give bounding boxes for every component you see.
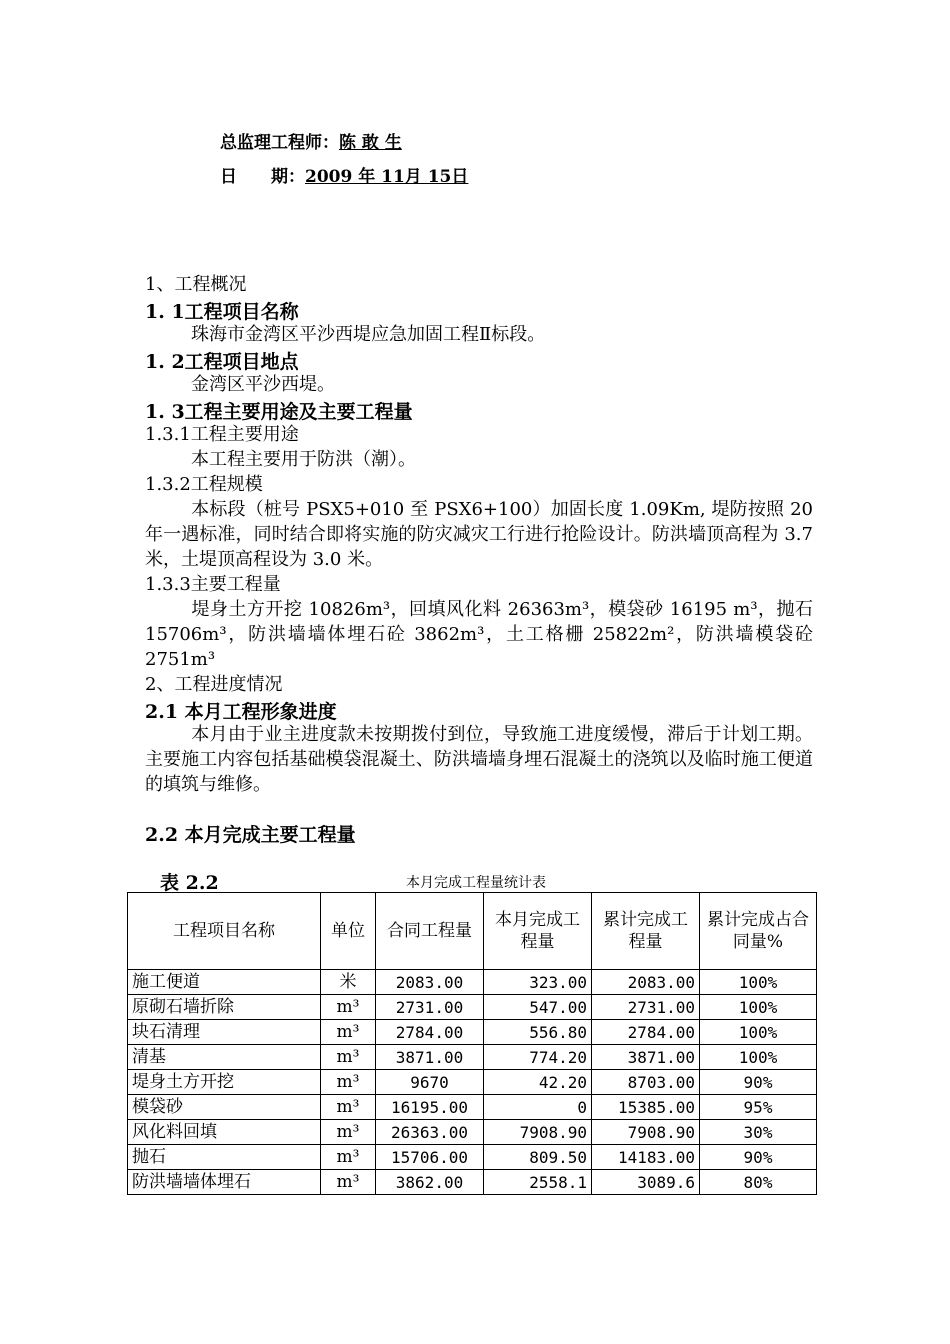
table-row [128, 1070, 817, 1095]
section-2-heading: 2、工程进度情况 [145, 674, 283, 695]
table-row [128, 1120, 817, 1145]
table-cell: 3871.00 [376, 1045, 484, 1070]
table-label: 表 2.2 [160, 872, 219, 894]
table-cell: 2784.00 [376, 1020, 484, 1045]
table-cell: 堤身土方开挖 [128, 1070, 321, 1095]
table-cell: 16195.00 [376, 1095, 484, 1120]
header-cell: 本月完成工程量 [484, 893, 592, 970]
table-row [128, 1145, 817, 1170]
table-cell: 15385.00 [592, 1095, 700, 1120]
table-cell: 323.00 [484, 970, 592, 995]
table-cell: 90% [700, 1070, 817, 1095]
section-1-3-1-heading: 1.3.1工程主要用途 [145, 424, 299, 445]
table-cell: 原砌石墙折除 [128, 995, 321, 1020]
section-1-1-heading: 1. 1工程项目名称 [145, 301, 299, 323]
table-header-row [128, 893, 817, 970]
table-cell: 42.20 [484, 1070, 592, 1095]
table-cell: 防洪墙墙体埋石 [128, 1170, 321, 1195]
section-1-3-3-text: 堤身土方开挖 10826m³，回填风化料 26363m³，模袋砂 16195 m³，抛石 15706m³，防洪墙墙体埋石砼 3862m³，土工格栅 25822m²，防洪墙模袋砼 2751m³ [145, 599, 813, 670]
table-cell: 风化料回填 [128, 1120, 321, 1145]
header-cell: 累计完成占合同量% [700, 893, 817, 970]
table-cell: m³ [321, 1120, 376, 1145]
table-cell: 809.50 [484, 1145, 592, 1170]
director-label: 总监理工程师： [220, 133, 339, 153]
section-1-1-text: 珠海市金湾区平沙西堤应急加固工程Ⅱ标段。 [191, 324, 546, 345]
table-cell: 9670 [376, 1070, 484, 1095]
header-cell: 累计完成工程量 [592, 893, 700, 970]
table-row [128, 1170, 817, 1195]
table-cell: 100% [700, 1045, 817, 1070]
section-2-1-heading: 2.1 本月工程形象进度 [145, 701, 337, 723]
section-1-3-3-heading: 1.3.3主要工程量 [145, 574, 281, 595]
section-2-1-paragraph [145, 722, 813, 797]
table-cell: 774.20 [484, 1045, 592, 1070]
table-cell: 3862.00 [376, 1170, 484, 1195]
date-label: 日 期： [220, 167, 305, 187]
table-cell: 14183.00 [592, 1145, 700, 1170]
table-cell: 7908.90 [484, 1120, 592, 1145]
table-row [128, 970, 817, 995]
header-cell: 合同工程量 [376, 893, 484, 970]
table-cell: m³ [321, 1095, 376, 1120]
table-cell: 100% [700, 970, 817, 995]
table-cell: 26363.00 [376, 1120, 484, 1145]
table-cell: 80% [700, 1170, 817, 1195]
section-1-heading: 1、工程概况 [145, 274, 247, 295]
table-cell: m³ [321, 1020, 376, 1045]
table-cell: 清基 [128, 1045, 321, 1070]
table-cell: m³ [321, 995, 376, 1020]
table-cell: 100% [700, 995, 817, 1020]
section-1-2-heading: 1. 2工程项目地点 [145, 351, 299, 373]
director-line [220, 128, 402, 153]
table-cell: 100% [700, 1020, 817, 1045]
section-1-3-1-text: 本工程主要用于防洪（潮）。 [191, 449, 416, 470]
table-cell: 2083.00 [592, 970, 700, 995]
section-2-2-heading: 2.2 本月完成主要工程量 [145, 824, 356, 846]
section-1-3-heading: 1. 3工程主要用途及主要工程量 [145, 401, 413, 423]
table-cell: 2083.00 [376, 970, 484, 995]
table-cell: 3871.00 [592, 1045, 700, 1070]
table-cell: 块石清理 [128, 1020, 321, 1045]
table-cell: 3089.6 [592, 1170, 700, 1195]
table-row [128, 995, 817, 1020]
table-cell: 7908.90 [592, 1120, 700, 1145]
table-cell: 米 [321, 970, 376, 995]
section-1-2-text: 金湾区平沙西堤。 [191, 374, 335, 395]
date-line [220, 162, 468, 187]
table-cell: 8703.00 [592, 1070, 700, 1095]
table-cell: 抛石 [128, 1145, 321, 1170]
table-cell: 556.80 [484, 1020, 592, 1045]
table-row [128, 1095, 817, 1120]
header-cell: 工程项目名称 [128, 893, 321, 970]
director-name: 陈 敢 生 [339, 133, 402, 153]
table-cell: 15706.00 [376, 1145, 484, 1170]
table-cell: m³ [321, 1145, 376, 1170]
table-cell: 模袋砂 [128, 1095, 321, 1120]
table-row [128, 1045, 817, 1070]
table-cell: m³ [321, 1045, 376, 1070]
section-1-3-2-heading: 1.3.2工程规模 [145, 474, 263, 495]
table-cell: 施工便道 [128, 970, 321, 995]
table-cell: m³ [321, 1070, 376, 1095]
table-cell: 2784.00 [592, 1020, 700, 1045]
table-cell: 2558.1 [484, 1170, 592, 1195]
header-cell: 单位 [321, 893, 376, 970]
section-1-3-2-paragraph [145, 497, 813, 572]
table-cell: 547.00 [484, 995, 592, 1020]
table-cell: 0 [484, 1095, 592, 1120]
section-2-1-text: 本月由于业主进度款未按期拨付到位，导致施工进度缓慢，滞后于计划工期。主要施工内容包括基础模袋混凝土、防洪墙墙身埋石混凝土的浇筑以及临时施工便道的填筑与维修。 [145, 724, 813, 795]
table-cell: 90% [700, 1145, 817, 1170]
table-caption: 本月完成工程量统计表 [406, 875, 546, 891]
quantity-table [127, 892, 817, 1195]
table-cell: 95% [700, 1095, 817, 1120]
table-cell: 2731.00 [592, 995, 700, 1020]
table-cell: m³ [321, 1170, 376, 1195]
table-row [128, 1020, 817, 1045]
table-cell: 30% [700, 1120, 817, 1145]
section-1-3-3-paragraph [145, 597, 813, 672]
table-cell: 2731.00 [376, 995, 484, 1020]
date-value: 2009 年 11月 15日 [305, 167, 469, 187]
section-1-3-2-text: 本标段（桩号 PSX5+010 至 PSX6+100）加固长度 1.09Km, 堤防按照 20 年一遇标准，同时结合即将实施的防灾减灾工行进行抢险设计。防洪墙顶高程为 3.7 米，土堤顶高程设为 3.0 米。 [145, 499, 813, 570]
